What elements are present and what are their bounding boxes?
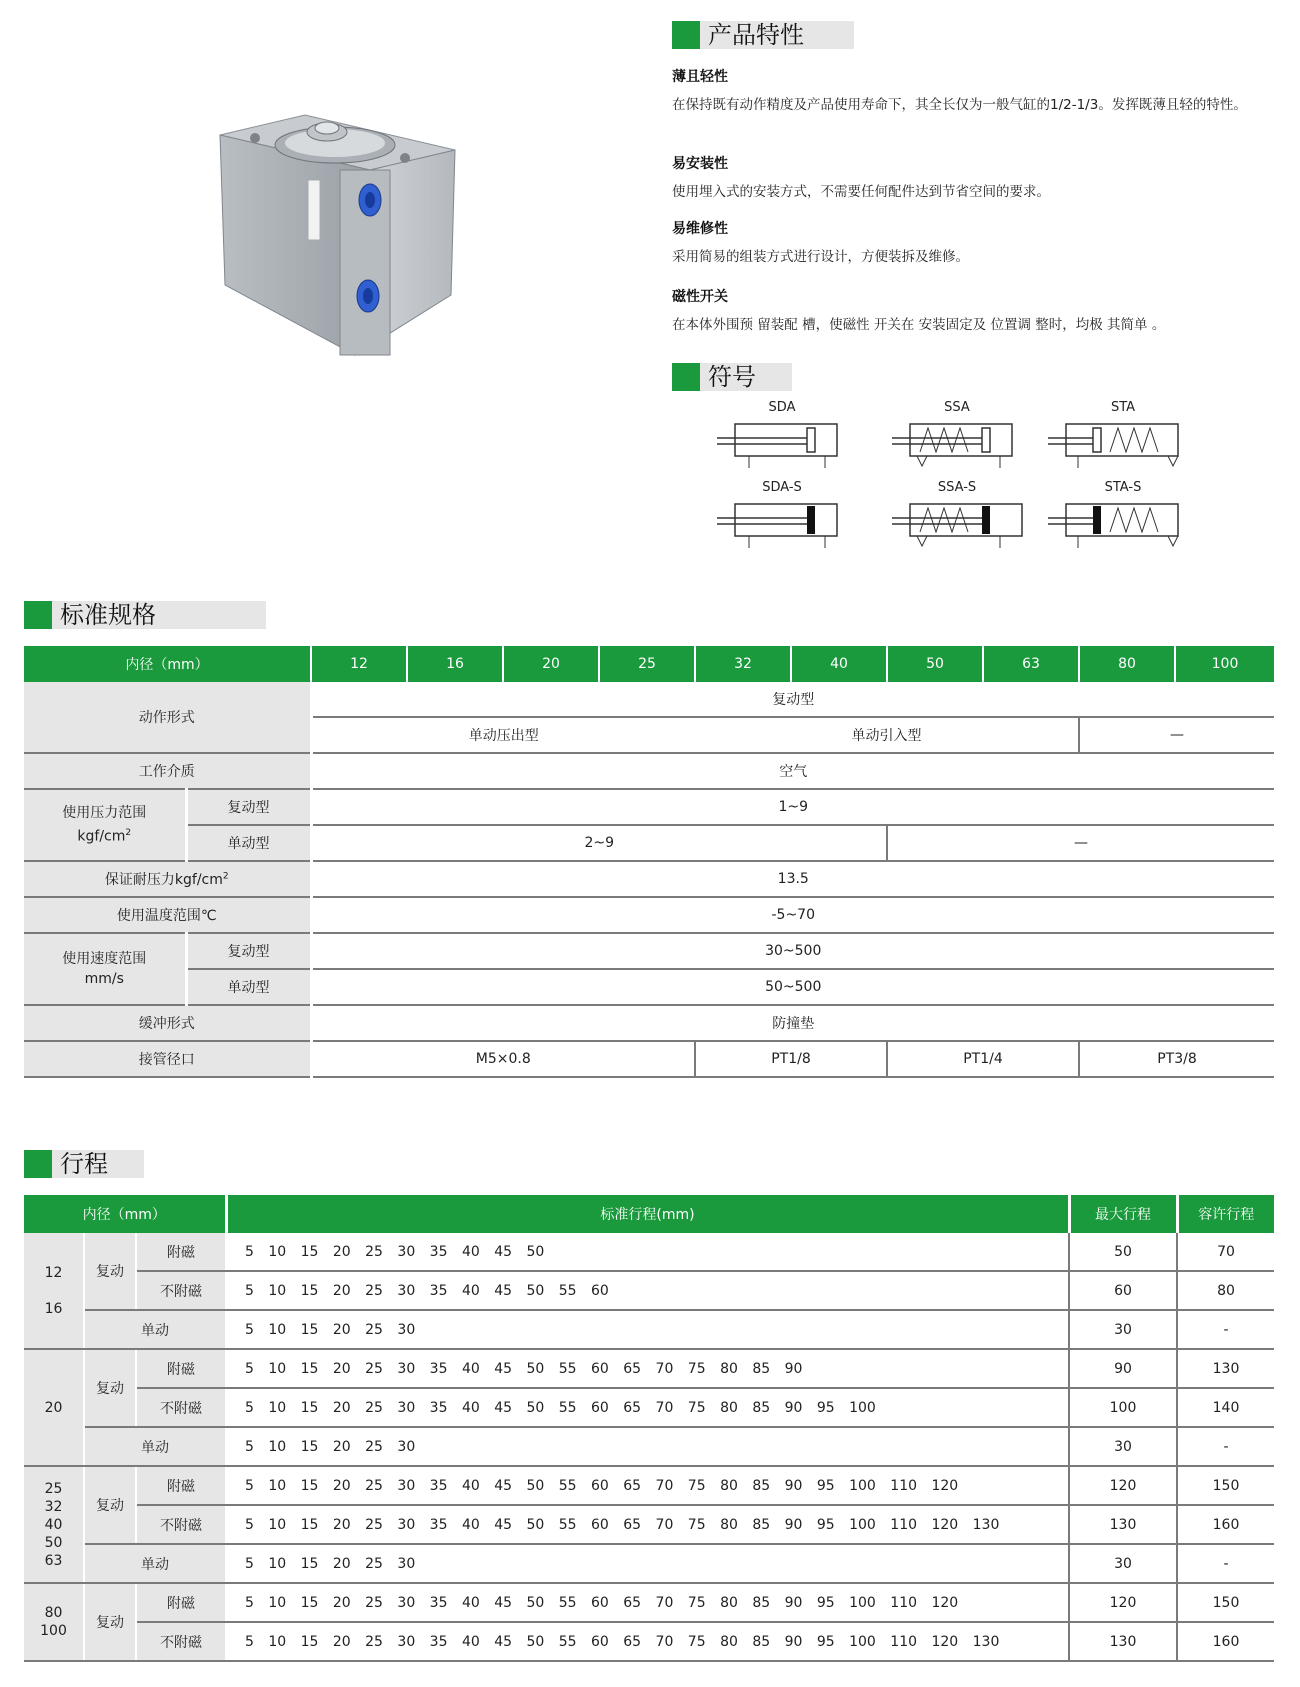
- speed-single-label: 单动型: [186, 969, 311, 1005]
- stroke-row: [24, 1388, 1274, 1427]
- spec-row-speed-single: [24, 969, 1274, 1005]
- bore-63: 63: [983, 646, 1079, 682]
- feature-text: 使用埋入式的安装方式，不需要任何配件达到节省空间的要求。: [672, 184, 1050, 200]
- stroke-type-cell: 复动: [84, 1349, 136, 1427]
- stroke-bore-cell: 80 100: [24, 1583, 84, 1661]
- stroke-type-cell: 单动: [84, 1544, 226, 1583]
- stroke-row: [24, 1349, 1274, 1388]
- stroke-bore-cell: 12 16: [24, 1233, 84, 1349]
- cushion-label: 缓冲形式: [24, 1005, 311, 1041]
- feature-heading: 易安装性: [672, 156, 728, 172]
- feature-heading: 易维修性: [672, 221, 728, 237]
- stroke-table: [24, 1195, 1274, 1662]
- pressure-double-label: 复动型: [186, 789, 311, 825]
- medium-value: 空气: [311, 753, 1274, 789]
- bore-20: 20: [503, 646, 599, 682]
- bore-header: 内径（mm）: [24, 646, 311, 682]
- stroke-row: [24, 1466, 1274, 1505]
- action-na: —: [1079, 717, 1274, 753]
- stroke-standard-header: 标准行程(mm): [226, 1195, 1069, 1233]
- action-single-push: 单动压出型: [311, 717, 695, 753]
- spec-row-proof: [24, 861, 1274, 897]
- stroke-values-cell: 5 10 15 20 25 30 35 40 45 50: [226, 1233, 1069, 1271]
- stroke-allow-cell: 150: [1177, 1583, 1274, 1622]
- port-value-m5: M5×0.8: [311, 1041, 695, 1077]
- bore-25: 25: [599, 646, 695, 682]
- ssa-s-symbol-icon: [882, 498, 1032, 560]
- green-square-icon: [672, 363, 700, 391]
- stroke-values-cell: 5 10 15 20 25 30 35 40 45 50 55 60 65 70 75 80 85 90: [226, 1349, 1069, 1388]
- stroke-max-header: 最大行程: [1069, 1195, 1177, 1233]
- symbol-sda: SDA: [707, 400, 857, 490]
- port-value-pt14: PT1/4: [887, 1041, 1079, 1077]
- spec-row-pressure-single: [24, 825, 1274, 861]
- stroke-allow-cell: -: [1177, 1427, 1274, 1466]
- stroke-row: [24, 1505, 1274, 1544]
- stroke-values-cell: 5 10 15 20 25 30 35 40 45 50 55 60 65 70 75 80 85 90 95 100: [226, 1388, 1069, 1427]
- stroke-allow-cell: -: [1177, 1544, 1274, 1583]
- stroke-header-row: [24, 1195, 1274, 1233]
- ssa-symbol-icon: [882, 418, 1032, 480]
- pressure-single-na: —: [887, 825, 1274, 861]
- stroke-values-cell: 5 10 15 20 25 30: [226, 1427, 1069, 1466]
- stroke-max-cell: 120: [1069, 1583, 1177, 1622]
- spec-row-speed-double: [24, 933, 1274, 969]
- feature-thin-light: [672, 66, 1252, 114]
- bore-12: 12: [311, 646, 407, 682]
- stroke-allow-cell: 150: [1177, 1466, 1274, 1505]
- bore-50: 50: [887, 646, 983, 682]
- stroke-row: [24, 1310, 1274, 1349]
- cylinder-product-image: [215, 110, 465, 360]
- feature-heading: 磁性开关: [672, 289, 728, 305]
- stroke-max-cell: 130: [1069, 1505, 1177, 1544]
- stroke-allow-cell: 70: [1177, 1233, 1274, 1271]
- spec-row-action: [24, 682, 1274, 717]
- feature-text: 在保持既有动作精度及产品使用寿命下，其全长仅为一般气缸的1/2-1/3。发挥既薄且轻的特性。: [672, 97, 1247, 113]
- stroke-type-cell: 复动: [84, 1583, 136, 1661]
- bore-32: 32: [695, 646, 791, 682]
- stroke-row: [24, 1622, 1274, 1661]
- feature-easy-install: [672, 153, 1252, 201]
- feature-heading: 薄且轻性: [672, 69, 728, 85]
- stroke-values-cell: 5 10 15 20 25 30 35 40 45 50 55 60 65 70 75 80 85 90 95 100 110 120 130: [226, 1505, 1069, 1544]
- symbols-section-title: 符号: [672, 362, 792, 392]
- stroke-bore-cell: 25 32 40 50 63: [24, 1466, 84, 1583]
- symbol-sta-s: STA-S: [1048, 480, 1198, 570]
- speed-double-label: 复动型: [186, 933, 311, 969]
- spec-row-cushion: [24, 1005, 1274, 1041]
- symbol-sta: STA: [1048, 400, 1198, 490]
- bore-40: 40: [791, 646, 887, 682]
- temp-value: -5~70: [311, 897, 1274, 933]
- bore-16: 16: [407, 646, 503, 682]
- stroke-magnet-cell: 附磁: [136, 1583, 226, 1622]
- stroke-magnet-cell: 附磁: [136, 1233, 226, 1271]
- stroke-magnet-cell: 不附磁: [136, 1271, 226, 1310]
- stroke-max-cell: 30: [1069, 1544, 1177, 1583]
- stroke-allow-cell: 140: [1177, 1388, 1274, 1427]
- pressure-double-value: 1~9: [311, 789, 1274, 825]
- temp-label: 使用温度范围℃: [24, 897, 311, 933]
- stroke-values-cell: 5 10 15 20 25 30: [226, 1544, 1069, 1583]
- stroke-allow-cell: 80: [1177, 1271, 1274, 1310]
- pressure-single-label: 单动型: [186, 825, 311, 861]
- stroke-row: [24, 1233, 1274, 1271]
- stroke-magnet-cell: 不附磁: [136, 1622, 226, 1661]
- feature-text: 在本体外围预 留装配 槽，使磁性 开关在 安装固定及 位置调 整时，均极 其简单 。: [672, 317, 1166, 333]
- stroke-type-cell: 单动: [84, 1310, 226, 1349]
- symbol-ssa-s: SSA-S: [882, 480, 1032, 570]
- sda-symbol-icon: [707, 418, 857, 480]
- green-square-icon: [24, 1150, 52, 1178]
- spec-row-medium: [24, 753, 1274, 789]
- symbol-ssa: SSA: [882, 400, 1032, 490]
- sta-symbol-icon: [1048, 418, 1198, 480]
- stroke-values-cell: 5 10 15 20 25 30: [226, 1310, 1069, 1349]
- stroke-allow-cell: 160: [1177, 1505, 1274, 1544]
- spec-header-row: [24, 646, 1274, 682]
- stroke-max-cell: 50: [1069, 1233, 1177, 1271]
- bore-100: 100: [1175, 646, 1274, 682]
- medium-label: 工作介质: [24, 753, 311, 789]
- stroke-row: [24, 1427, 1274, 1466]
- stroke-max-cell: 30: [1069, 1310, 1177, 1349]
- speed-single-value: 50~500: [311, 969, 1274, 1005]
- spec-row-port: [24, 1041, 1274, 1077]
- action-double: 复动型: [311, 682, 1274, 717]
- stroke-max-cell: 130: [1069, 1622, 1177, 1661]
- sda-s-symbol-icon: [707, 498, 857, 560]
- stroke-max-cell: 60: [1069, 1271, 1177, 1310]
- port-value-pt18: PT1/8: [695, 1041, 887, 1077]
- stroke-magnet-cell: 附磁: [136, 1349, 226, 1388]
- stroke-type-cell: 复动: [84, 1233, 136, 1310]
- stroke-values-cell: 5 10 15 20 25 30 35 40 45 50 55 60 65 70 75 80 85 90 95 100 110 120 130: [226, 1622, 1069, 1661]
- spec-table: [24, 646, 1274, 1078]
- feature-magnetic-switch: [672, 286, 1252, 334]
- stroke-values-cell: 5 10 15 20 25 30 35 40 45 50 55 60 65 70 75 80 85 90 95 100 110 120: [226, 1466, 1069, 1505]
- stroke-row: [24, 1544, 1274, 1583]
- green-square-icon: [672, 21, 700, 49]
- spec-section-title: 标准规格: [24, 600, 266, 630]
- stroke-magnet-cell: 附磁: [136, 1466, 226, 1505]
- spec-row-temp: [24, 897, 1274, 933]
- stroke-type-cell: 复动: [84, 1466, 136, 1544]
- spec-row-pressure-double: [24, 789, 1274, 825]
- stroke-allow-cell: -: [1177, 1310, 1274, 1349]
- stroke-max-cell: 100: [1069, 1388, 1177, 1427]
- proof-label: 保证耐压力kgf/$cm^2$: [24, 861, 311, 897]
- feature-text: 采用简易的组装方式进行设计，方便装拆及维修。: [672, 249, 969, 265]
- stroke-row: [24, 1271, 1274, 1310]
- stroke-values-cell: 5 10 15 20 25 30 35 40 45 50 55 60 65 70 75 80 85 90 95 100 110 120: [226, 1583, 1069, 1622]
- pressure-single-value: 2~9: [311, 825, 887, 861]
- stroke-allow-header: 容许行程: [1177, 1195, 1274, 1233]
- proof-value: 13.5: [311, 861, 1274, 897]
- pressure-label: 使用压力范围 kgf/$cm^2$: [24, 789, 186, 861]
- feature-easy-repair: [672, 218, 1252, 266]
- bore-80: 80: [1079, 646, 1175, 682]
- action-label: 动作形式: [24, 682, 311, 753]
- sta-s-symbol-icon: [1048, 498, 1198, 560]
- stroke-max-cell: 30: [1069, 1427, 1177, 1466]
- stroke-type-cell: 单动: [84, 1427, 226, 1466]
- stroke-values-cell: 5 10 15 20 25 30 35 40 45 50 55 60: [226, 1271, 1069, 1310]
- symbol-sda-s: SDA-S: [707, 480, 857, 570]
- stroke-max-cell: 90: [1069, 1349, 1177, 1388]
- stroke-allow-cell: 130: [1177, 1349, 1274, 1388]
- stroke-allow-cell: 160: [1177, 1622, 1274, 1661]
- stroke-magnet-cell: 不附磁: [136, 1505, 226, 1544]
- features-section-title: 产品特性: [672, 20, 854, 50]
- port-label: 接管径口: [24, 1041, 311, 1077]
- port-value-pt38: PT3/8: [1079, 1041, 1274, 1077]
- stroke-section-title: 行程: [24, 1149, 144, 1179]
- stroke-magnet-cell: 不附磁: [136, 1388, 226, 1427]
- stroke-row: [24, 1583, 1274, 1622]
- speed-double-value: 30~500: [311, 933, 1274, 969]
- green-square-icon: [24, 601, 52, 629]
- speed-label: 使用速度范围 mm/s: [24, 933, 186, 1005]
- cushion-value: 防撞垫: [311, 1005, 1274, 1041]
- stroke-bore-cell: 20: [24, 1349, 84, 1466]
- action-single-pull: 单动引入型: [695, 717, 1079, 753]
- stroke-bore-header: 内径（mm）: [24, 1195, 226, 1233]
- stroke-max-cell: 120: [1069, 1466, 1177, 1505]
